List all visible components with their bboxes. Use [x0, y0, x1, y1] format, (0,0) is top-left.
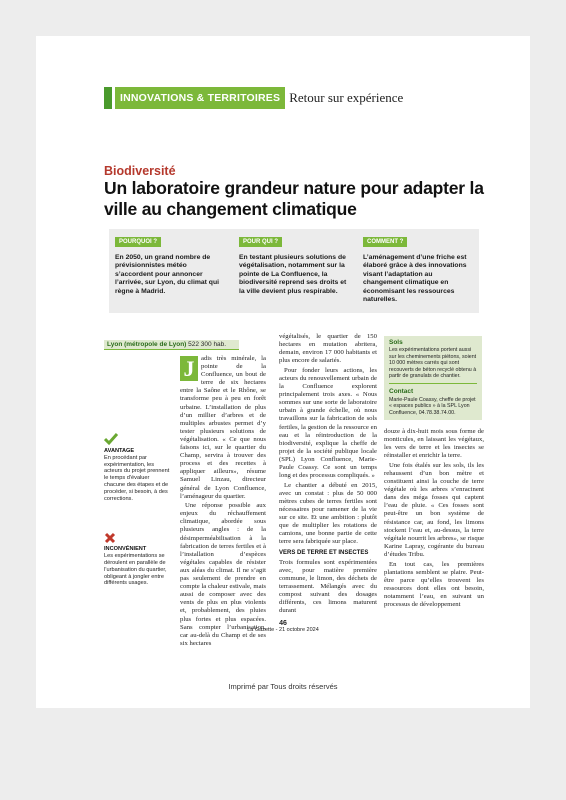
drawback-title: INCONVÉNIENT [104, 546, 147, 553]
advantage-text: En procédant par expérimentation, les acteurs du projet prennent le temps d’évaluer chacune des étapes et de procéder, si besoin, à des corrections. [104, 454, 170, 502]
page-folio [0, 620, 566, 633]
summary-how-text: L’aménagement d’une friche est élaboré grâce à des innovations visant l’adaptation au changement climatique en économisant les ressources naturelles. [363, 254, 467, 304]
article-headline: Un laboratoire grandeur nature pour adapter la ville au changement climatique [104, 178, 484, 219]
article-column-1 [180, 355, 266, 649]
summary-how [357, 229, 479, 304]
pros-cons-sidebar [104, 432, 172, 587]
article-paragraph [180, 355, 266, 501]
article-column-3 [384, 428, 484, 611]
contact-title: Contact [389, 388, 414, 396]
article-paragraph: douze à dix-huit mois sous forme de monticules, en laissant les végétaux, les vers de terre et les insectes se réinstaller et enrichir la terre. [384, 428, 484, 460]
rubric-subtitle: Retour sur expérience [289, 90, 404, 105]
rubric-tag: INNOVATIONS & TERRITOIRES [115, 87, 285, 109]
check-icon [104, 432, 118, 446]
article-paragraph: En tout cas, les premières plantations semblent se plaire. Peut-être parce qu’elles trouvent les ressources dont elles ont besoin, notamment l’eau, en suivant un processus de développement [384, 560, 484, 608]
rubric-header [104, 87, 403, 109]
cross-icon [104, 532, 116, 544]
article-paragraph: Une réponse possible aux enjeux du réchauffement climatique, abordée sous plusieurs angles : de la désimperméabilisation à la fabrication de terres fertiles et à l’installation d’espèces végétales capables de résister aux aléas du climat. Il ne s’agit pas seulement de prendre en compte la chaleur estivale, mais aussi de composer avec des vents de plus en plus violents et, probablement, des pluies plus fortes et plus espacées. Sans compter l’urbanisation, car au-delà du Champ et de ses six hectares [180, 502, 266, 647]
article-paragraph: Une fois étalés sur les sols, ils les rehaussent d’un bon mètre et constituent ainsi la couche de terre végétale où les arbres s’enracinent dans des méga fosses qui captent l’eau de pluie. « Ces fosses sont peut-être un bon système de résistance car, au fond, les limons stockent l’eau et, au-dessus, la terre végétale nourrit les arbres», se risque Karine Lapray, cogérante du bureau d’études Tribu. [384, 461, 484, 558]
drawback-text: Les expérimentations se déroulent en parallèle de l’urbanisation du quartier, obligeant à jongler entre différents usages. [104, 553, 167, 587]
drop-cap: J [180, 356, 198, 381]
article-text: adis très minérale, la pointe de la Confluence, un bout de terre de six hectares entre la Saône et le Rhône, se transforme peu à peu en forêt urbaine. L’installation de plus d’un millier d’arbres et de multiples arbustes permet d’y tester plusieurs solutions de végétalisation. « Ce que nous faisons ici, sur le quartier du Champ, servira à trouver des process et des recettes à appliquer ailleurs», résume Samuel Linzau, directeur général de Lyon Confluence, l’aménageur du quartier. [180, 355, 266, 500]
location-population: 522 300 hab. [188, 341, 227, 348]
summary-why-text: En 2050, un grand nombre de prévisionnistes météo s’accordent pour annoncer l’arrivée, sur Lyon, du climat qui règne à Madrid. [115, 254, 219, 295]
section-label: Biodiversité [104, 164, 176, 178]
summary-how-tag: COMMENT ? [363, 237, 407, 247]
info-box-divider [389, 383, 477, 384]
location-name: Lyon (métropole de Lyon) [107, 341, 187, 348]
rubric-accent-bar [104, 87, 112, 109]
advantage-title: AVANTAGE [104, 448, 135, 454]
article-paragraph: végétalisés, le quartier de 150 hectares en mutation abritera, demain, environ 17 000 habitants et plus encore de salariés. [279, 333, 377, 365]
contact-text: Marie-Paule Coassy, cheffe de projet « espaces publics » à la SPL Lyon Confluence, 04.78.38.74.00. [389, 396, 476, 416]
sols-title: Sols [389, 339, 403, 346]
summary-why [109, 229, 231, 296]
sols-text: Les expérimentations portent aussi sur les cheminements piétons, soient 10 000 mètres carrés qui sont recouverts de béton recyclé obtenu à partir de granulats de chantier. [389, 347, 477, 380]
summary-for-whom-text: En testant plusieurs solutions de végétalisation, notamment sur la pointe de La Confluence, la biodiversité reprend ses droits et la ville devient plus respirable. [239, 254, 347, 295]
print-footer: Imprimé par Tous droits réservés [228, 682, 338, 691]
article-paragraph: Trois formules sont expérimentées avec, pour matière première commune, le limon, des déchets de terrassement. Mélangés avec du compost suivant des dosages différents, ces limons maturent durant [279, 558, 377, 615]
article-subheading: VERS DE TERRE ET INSECTES [279, 550, 369, 557]
location-bar [104, 340, 239, 350]
article-paragraph: Le chantier a débuté en 2015, avec un constat : plus de 50 000 mètres cubes de terres fertiles sont nécessaires pour ramener de la vie sur ce site. Et une ambition : plutôt que de multiplier les rotations de camions, une bonne partie de cette terre sera fabriquée sur place. [279, 481, 377, 546]
article-paragraph: Pour fonder leurs actions, les acteurs du renouvellement urbain de la Confluence explorent principalement trois axes. « Nous sommes sur une sorte de laboratoire urbain à grande échelle, où nous travaillons sur la fabrication de sols fertiles, la gestion de la ressource en eau et la réintroduction de la biodiversité, explique la cheffe de projet de la société publique locale (SPL) Lyon Confluence, Marie-Paule Coassy. Ce sont un temps long et des processus compliqués. » [279, 366, 377, 480]
summary-for-whom [233, 229, 355, 296]
summary-panel [109, 229, 479, 313]
info-box [384, 336, 482, 420]
publication-source: La Gazette - 21 octobre 2024 [247, 627, 319, 633]
summary-why-tag: POURQUOI ? [115, 237, 161, 247]
page-number: 46 [279, 620, 287, 627]
article-column-2 [279, 333, 377, 617]
summary-for-whom-tag: POUR QUI ? [239, 237, 282, 247]
